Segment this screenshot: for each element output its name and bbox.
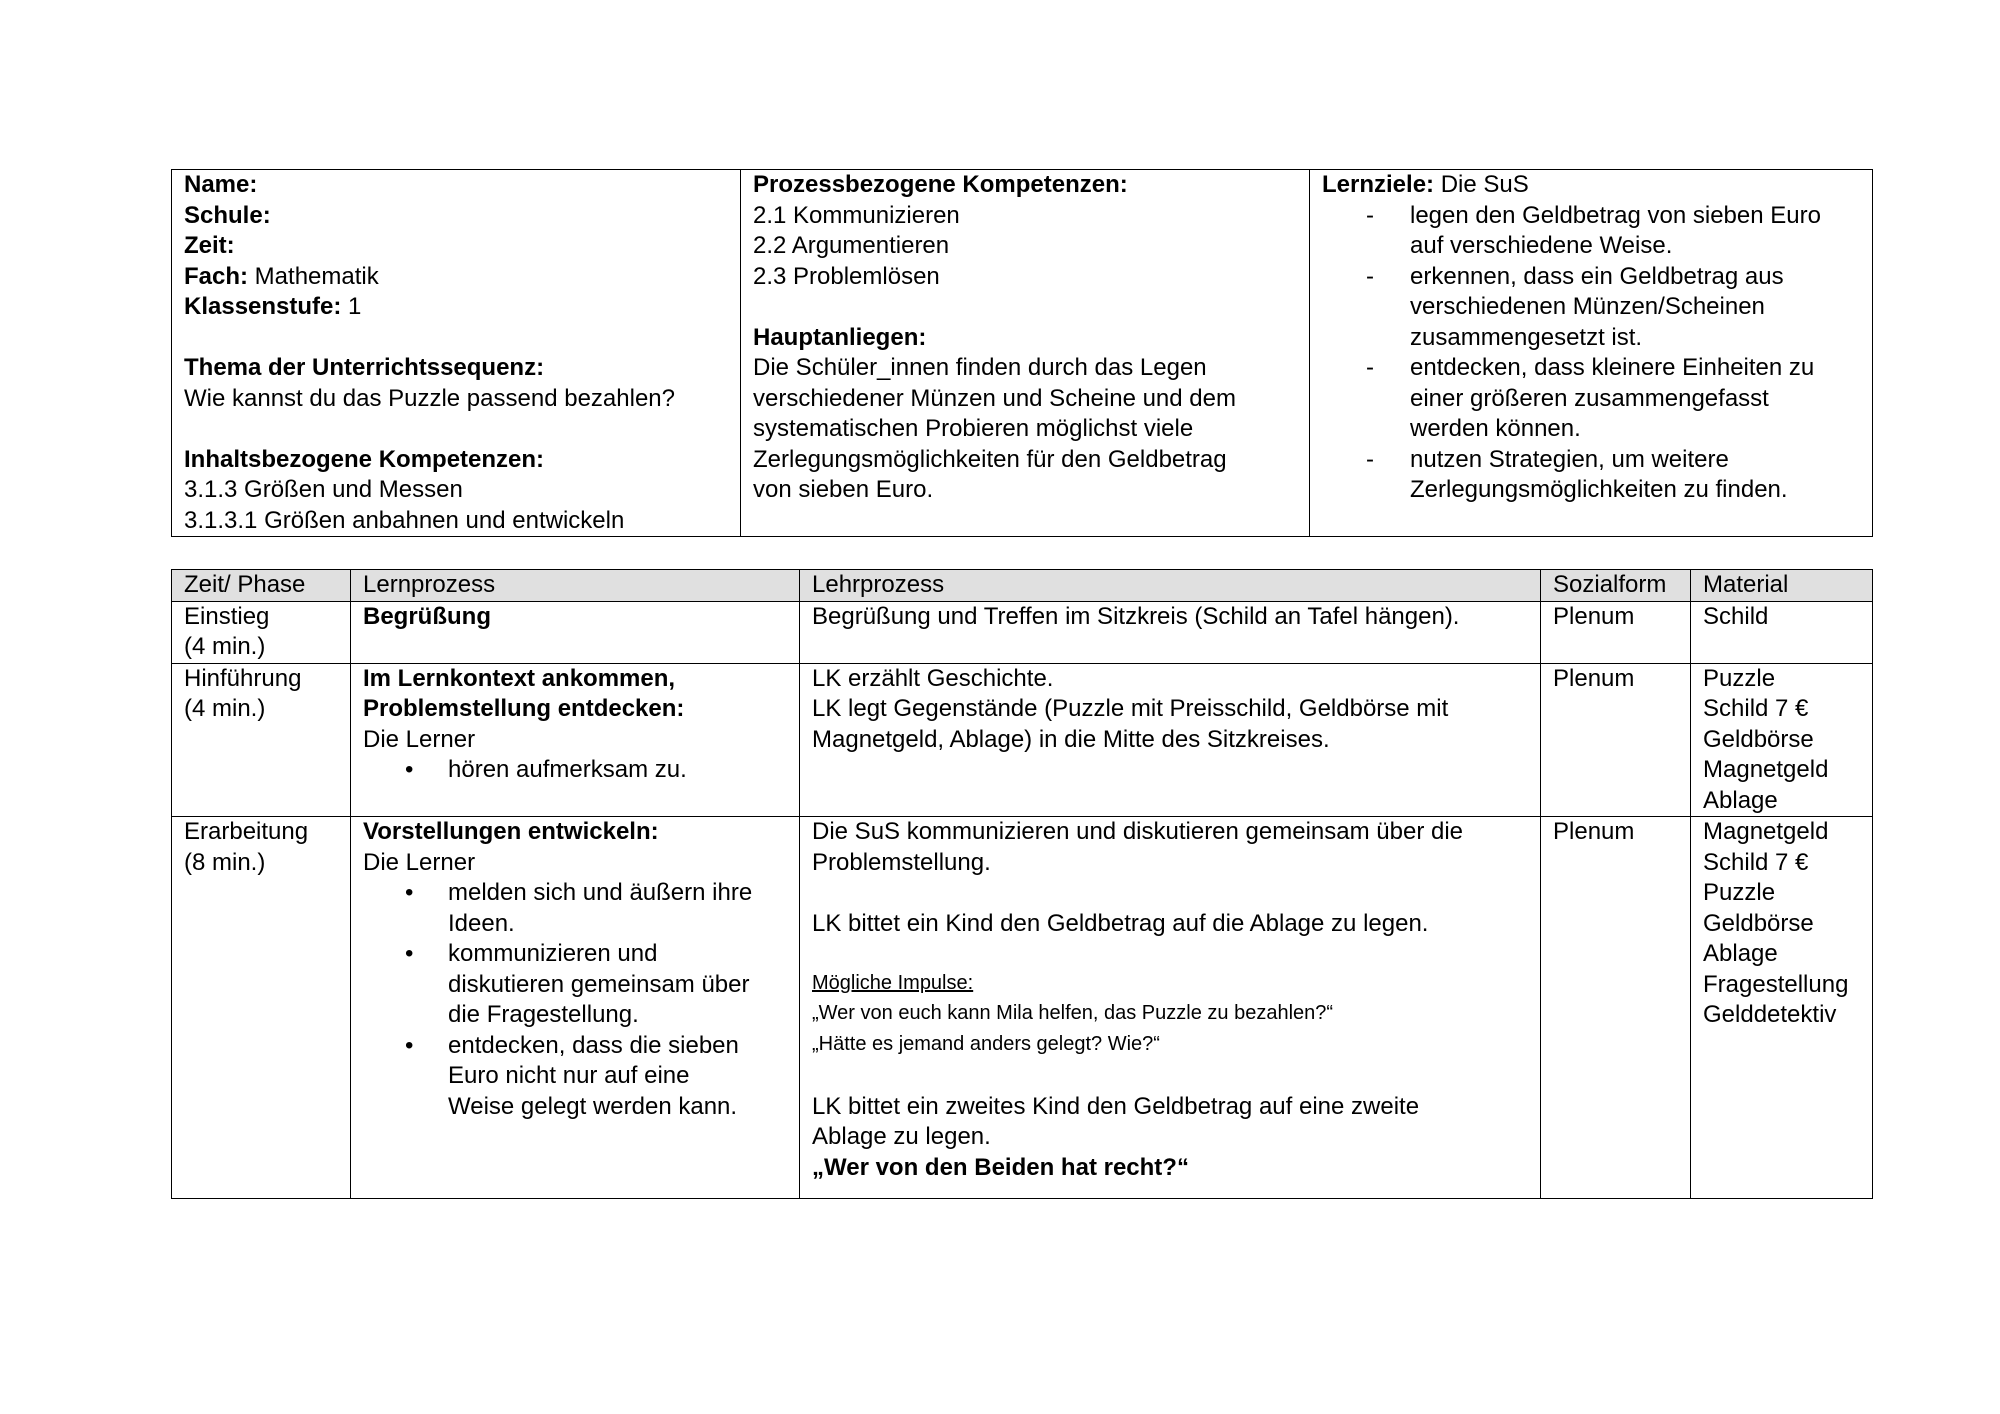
social-form-cell: Plenum: [1541, 663, 1691, 817]
learning-goals-subject: Die SuS: [1434, 171, 1529, 198]
material-item: Ablage: [1703, 786, 1778, 814]
material-item: Geldbörse: [1703, 725, 1814, 753]
material-item: Schild 7 €: [1703, 848, 1809, 876]
learner-activity-item: [363, 1031, 799, 1123]
learning-process-cell: [351, 601, 800, 663]
table-row: [172, 817, 1873, 1199]
process-competences-label: Prozessbezogene Kompetenzen:: [753, 171, 1128, 198]
table-row: [172, 601, 1873, 663]
header-social-form: Sozialform: [1541, 570, 1691, 602]
learning-goal-text: verschiedenen Münzen/Scheinen: [1410, 293, 1765, 320]
subject-line: [184, 262, 740, 293]
learning-goal-item: [1322, 353, 1872, 445]
teaching-process-text: LK bittet ein zweites Kind den Geldbetrag auf eine zweite: [812, 1092, 1420, 1120]
table-row: [172, 663, 1873, 817]
learner-activity-text: Euro nicht nur auf eine: [448, 1062, 690, 1089]
content-competence-item: 3.1.3 Größen und Messen: [184, 476, 463, 503]
dash-marker: -: [1366, 354, 1374, 381]
learning-goal-text: zusammengesetzt ist.: [1410, 323, 1643, 351]
general-info-cell: [172, 170, 741, 537]
learner-activity-text: die Fragestellung.: [448, 1001, 639, 1028]
learning-goals-list: [1322, 201, 1872, 506]
learning-goal-text: erkennen, dass ein Geldbetrag aus: [1410, 262, 1784, 290]
material-item: Schild 7 €: [1703, 695, 1809, 722]
bullet-marker: •: [405, 1031, 414, 1059]
learner-activity-item: [363, 939, 799, 1031]
dash-marker: -: [1366, 262, 1374, 290]
learning-process-title: Vorstellungen entwickeln:: [363, 818, 659, 845]
teaching-process-text: Die SuS kommunizieren und diskutieren gemeinsam über die: [812, 818, 1463, 845]
dash-marker: -: [1366, 445, 1374, 473]
process-competence-item: 2.2 Argumentieren: [753, 232, 950, 259]
material-item: Ablage: [1703, 940, 1778, 967]
name-label: Name:: [184, 171, 258, 198]
learning-process-cell: [351, 663, 800, 817]
learner-activity-list: [363, 755, 799, 786]
material-item: Puzzle: [1703, 879, 1776, 906]
teaching-process-text: Begrüßung und Treffen im Sitzkreis (Schild an Tafel hängen).: [812, 602, 1460, 630]
learning-goal-text: nutzen Strategien, um weitere: [1410, 445, 1729, 473]
impulses-label: Mögliche Impulse:: [812, 971, 974, 994]
main-concern-text: verschiedener Münzen und Scheine und dem: [753, 384, 1236, 412]
learning-goal-text: einer größeren zusammengefasst: [1410, 384, 1769, 412]
social-form-cell: Plenum: [1541, 601, 1691, 663]
header-learning-process: Lernprozess: [351, 570, 800, 602]
teaching-process-text: LK legt Gegenstände (Puzzle mit Preisschild, Geldbörse mit: [812, 695, 1449, 722]
phase-name: Hinführung: [184, 664, 302, 692]
learners-intro: Die Lerner: [363, 848, 476, 876]
bullet-marker: •: [405, 879, 414, 906]
learning-goals-heading: [1322, 170, 1872, 201]
phase-name: Einstieg: [184, 602, 270, 630]
learning-goals-label: Lernziele:: [1322, 171, 1435, 198]
material-cell: [1691, 817, 1873, 1199]
material-cell: [1691, 663, 1873, 817]
learner-activity-item: [363, 878, 799, 939]
learner-activity-text: Weise gelegt werden kann.: [448, 1092, 738, 1120]
social-form-cell: Plenum: [1541, 817, 1691, 1199]
learner-activity-list: [363, 878, 799, 1122]
dash-marker: -: [1366, 201, 1374, 229]
process-competence-item: 2.1 Kommunizieren: [753, 201, 960, 229]
phase-duration: (4 min.): [184, 633, 266, 660]
teaching-process-text: Problemstellung.: [812, 848, 991, 876]
material-item: Magnetgeld: [1703, 818, 1829, 845]
school-label: Schule:: [184, 201, 271, 229]
learning-goals-cell: [1310, 170, 1873, 537]
learner-activity-text: kommunizieren und: [448, 940, 658, 967]
content-competences-label: Inhaltsbezogene Kompetenzen:: [184, 445, 545, 473]
learning-goal-text: Zerlegungsmöglichkeiten zu finden.: [1410, 476, 1788, 503]
learning-goal-text: werden können.: [1410, 415, 1581, 442]
impulse-question: „Wer von euch kann Mila helfen, das Puzzle zu bezahlen?“: [812, 1002, 1334, 1024]
key-question: „Wer von den Beiden hat recht?“: [812, 1153, 1189, 1181]
phase-duration: (4 min.): [184, 695, 266, 722]
phase-name: Erarbeitung: [184, 818, 309, 845]
bullet-marker: •: [405, 756, 414, 783]
main-concern-text: von sieben Euro.: [753, 476, 934, 503]
learning-goal-text: auf verschiedene Weise.: [1410, 232, 1673, 259]
learner-activity-text: melden sich und äußern ihre: [448, 879, 753, 906]
learning-goal-item: [1322, 445, 1872, 506]
teaching-process-text: Magnetgeld, Ablage) in die Mitte des Sitzkreises.: [812, 725, 1330, 753]
process-competences-cell: [741, 170, 1310, 537]
subject-label: Fach:: [184, 262, 249, 290]
teaching-process-text: Ablage zu legen.: [812, 1123, 991, 1150]
lesson-plan-table: [171, 569, 1873, 1199]
bullet-marker: •: [405, 940, 414, 967]
topic-label: Thema der Unterrichtssequenz:: [184, 354, 545, 381]
main-concern-text: systematischen Probieren möglichst viele: [753, 415, 1194, 442]
teaching-process-text: LK bittet ein Kind den Geldbetrag auf die Ablage zu legen.: [812, 909, 1429, 937]
material-item: Puzzle: [1703, 664, 1776, 692]
grade-value: 1: [341, 293, 362, 320]
impulse-question: „Hätte es jemand anders gelegt? Wie?“: [812, 1032, 1160, 1055]
learner-activity-text: Ideen.: [448, 909, 515, 937]
learner-activity-text: entdecken, dass die sieben: [448, 1031, 739, 1059]
learning-process-title: Begrüßung: [363, 602, 491, 630]
time-label: Zeit:: [184, 232, 235, 259]
phase-cell: [172, 601, 351, 663]
header-material: Material: [1691, 570, 1873, 602]
learning-goal-item: [1322, 201, 1872, 262]
teaching-process-cell: [800, 817, 1541, 1199]
topic-value: Wie kannst du das Puzzle passend bezahlen?: [184, 384, 675, 412]
teaching-process-text: LK erzählt Geschichte.: [812, 664, 1054, 692]
learning-goal-text: legen den Geldbetrag von sieben Euro: [1410, 201, 1821, 229]
phase-cell: [172, 817, 351, 1199]
material-item: Gelddetektiv: [1703, 1001, 1837, 1028]
subject-value: Mathematik: [248, 262, 379, 290]
learning-goal-item: [1322, 262, 1872, 354]
learner-activity-text: diskutieren gemeinsam über: [448, 970, 750, 998]
teaching-process-cell: [800, 663, 1541, 817]
learners-intro: Die Lerner: [363, 725, 476, 753]
material-item: Magnetgeld: [1703, 756, 1829, 783]
material-item: Geldbörse: [1703, 909, 1814, 937]
content-competence-item: 3.1.3.1 Größen anbahnen und entwickeln: [184, 506, 625, 534]
learning-goal-text: entdecken, dass kleinere Einheiten zu: [1410, 354, 1815, 381]
phase-cell: [172, 663, 351, 817]
grade-label: Klassenstufe:: [184, 293, 342, 320]
material-item: Fragestellung: [1703, 970, 1849, 998]
table-header-row: [172, 570, 1873, 602]
overview-table: [171, 169, 1873, 537]
material-item: Schild: [1703, 602, 1769, 630]
teaching-process-cell: [800, 601, 1541, 663]
main-concern-text: Zerlegungsmöglichkeiten für den Geldbetrag: [753, 445, 1227, 473]
grade-line: [184, 292, 740, 323]
phase-duration: (8 min.): [184, 848, 266, 876]
header-teaching-process: Lehrprozess: [800, 570, 1541, 602]
main-concern-text: Die Schüler_innen finden durch das Legen: [753, 354, 1207, 381]
process-competence-item: 2.3 Problemlösen: [753, 262, 940, 290]
learning-process-title: Im Lernkontext ankommen,: [363, 664, 676, 692]
header-phase: Zeit/ Phase: [172, 570, 351, 602]
learning-process-cell: [351, 817, 800, 1199]
learner-activity-item: [363, 755, 799, 786]
main-concern-label: Hauptanliegen:: [753, 323, 927, 351]
material-cell: [1691, 601, 1873, 663]
learner-activity-text: hören aufmerksam zu.: [448, 756, 687, 783]
learning-process-title: Problemstellung entdecken:: [363, 695, 685, 722]
